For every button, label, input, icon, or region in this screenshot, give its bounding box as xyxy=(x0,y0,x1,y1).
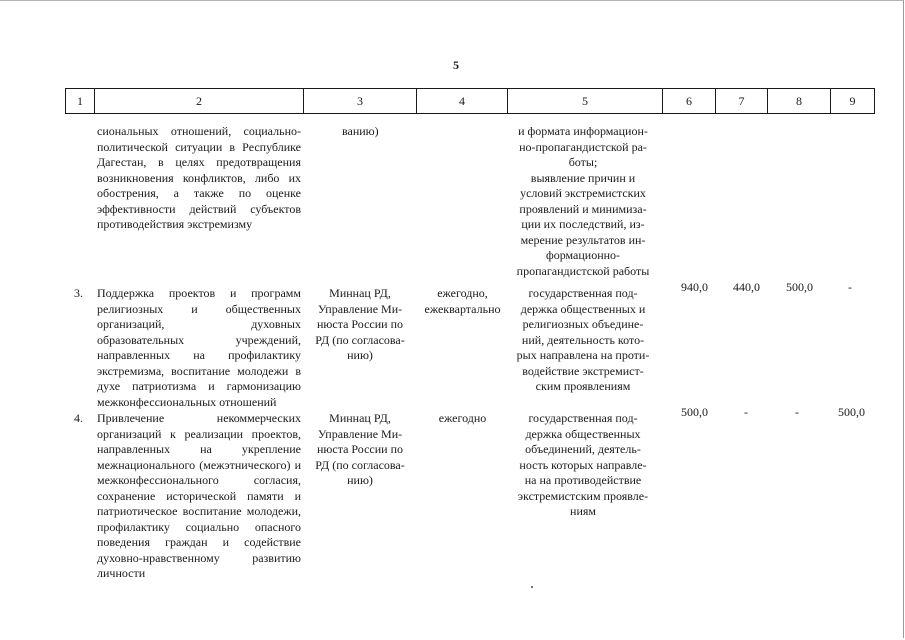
column-header-3: 3 xyxy=(304,89,417,114)
column-header-8: 8 xyxy=(768,89,831,114)
row-value-col6: 940,0 xyxy=(681,280,708,294)
continuation-description: сиональных отношений, социально-политической ситуации в Республике Дагестан, в целях предотвращения возникновения конфликтов, либо их обострения, а также по оценке эффективности действий субъектов противодействия экстремизму xyxy=(97,124,301,231)
column-header-4: 4 xyxy=(417,89,508,114)
row-period: ежегодно xyxy=(438,411,487,425)
row-value-col7: - xyxy=(744,405,748,419)
row-value-col7: 440,0 xyxy=(733,280,760,294)
column-header-5: 5 xyxy=(508,89,663,114)
row-period: ежегодно, ежеквартально xyxy=(424,286,501,316)
continuation-executors: ванию) xyxy=(342,124,379,138)
column-header-row xyxy=(65,88,875,114)
column-header-6: 6 xyxy=(663,89,716,114)
row-value-col9: - xyxy=(848,280,852,294)
row-description: Привлечение некоммерческих организаций к реализации проектов, направленных на укрепление межнационального (межэтнического) и межконфессионального согласия, сохранение исторической памяти и патриотическое воспитание молодежи, профилактику социально опасного поведения граждан и содействие духовно-нравственному развитию личности xyxy=(97,411,301,580)
row-result: государственная под- держка общественных объединений, деятель- ность которых направле- на на противодействие экстремистским проявле- ниям xyxy=(517,411,649,518)
scan-speck xyxy=(531,586,533,588)
column-header-9: 9 xyxy=(831,89,875,114)
column-header-1: 1 xyxy=(66,89,95,114)
column-header-2: 2 xyxy=(95,89,304,114)
row-value-col8: - xyxy=(795,405,799,419)
row-value-col9: 500,0 xyxy=(838,405,865,419)
row-number: 4. xyxy=(74,411,83,425)
row-executors: Миннац РД, Управление Ми- нюста России по РД (по согласова- нию) xyxy=(315,286,405,362)
row-executors: Миннац РД, Управление Ми- нюста России по РД (по согласова- нию) xyxy=(315,411,405,487)
row-result: государственная под- держка общественных и религиозных объедине- ний, деятельность кото- рых направлена на проти- водействие экстремист- ским проявлениям xyxy=(516,286,650,393)
row-number: 3. xyxy=(74,286,83,300)
continuation-result: и формата информацион- но-пропагандистской ра- боты; выявление причин и условий экстремистских проявлений и минимиза- ции их последствий, из- мерение результатов ин- формационно- пропагандистской работы xyxy=(516,124,650,278)
row-description: Поддержка проектов и программ религиозных и общественных организаций, духовных образовательных учреждений, направленных на профилактику экстремизма, воспитание молодежи в духе патриотизма и гармонизацию межконфессиональных отношений xyxy=(97,286,301,409)
column-header-7: 7 xyxy=(716,89,768,114)
row-value-col6: 500,0 xyxy=(681,405,708,419)
page-number: 5 xyxy=(453,58,459,72)
row-value-col8: 500,0 xyxy=(786,280,813,294)
